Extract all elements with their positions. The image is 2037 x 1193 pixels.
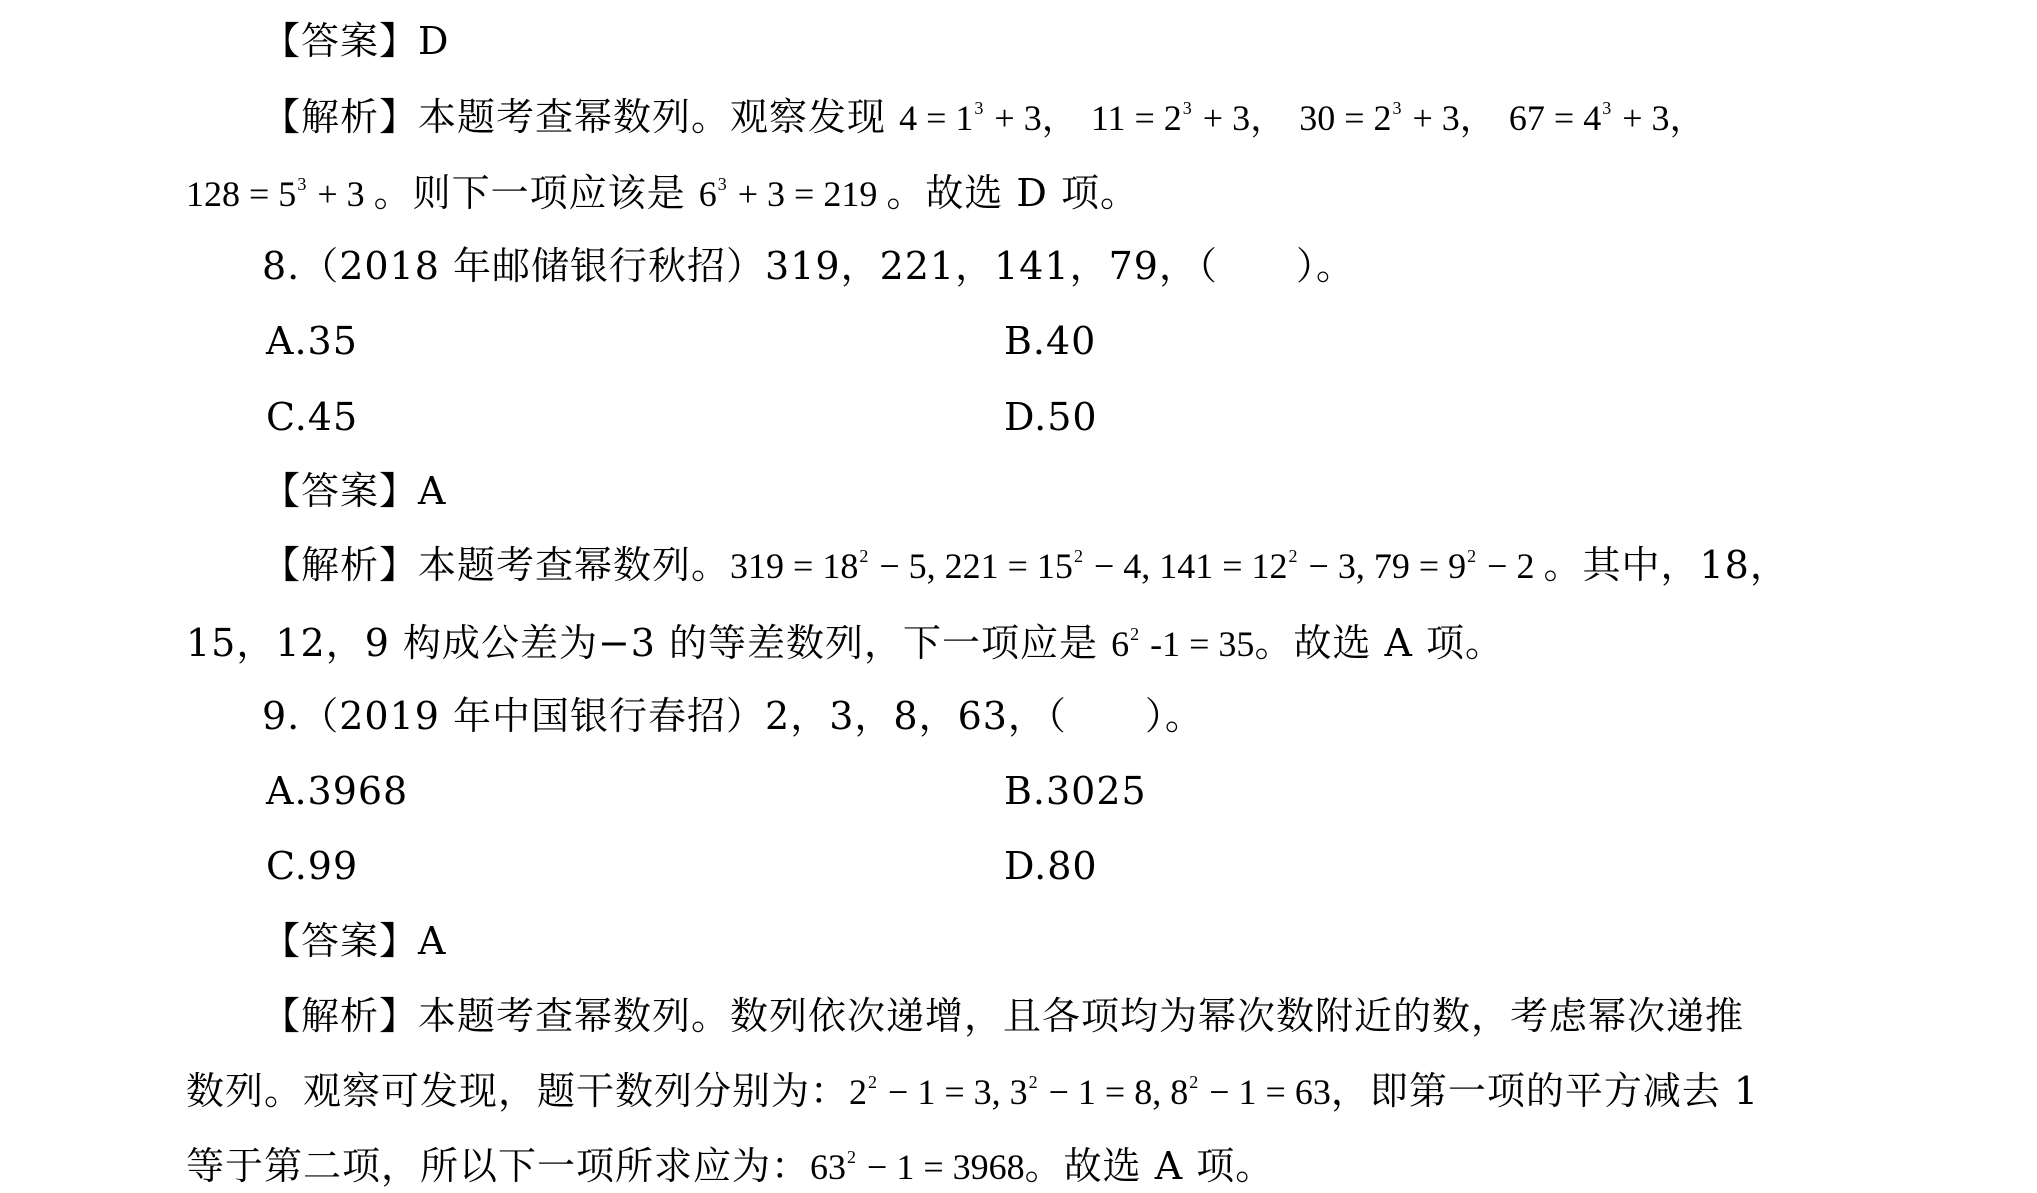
q8-formula-2: $6^2$ -1 = 35 [1111,624,1255,664]
q8-formula: $319 = 18^2 - 5$, $221 = 15^2 - 4$, $141 = 12^2 - 3$, $79 = 9^2 - 2$ [730,546,1544,586]
q9-option-b: B.3025 [1004,769,1147,813]
q8-analysis-line-2: 15，12，9 构成公差为−3 的等差数列，下一项应是 $6^2$ -1 = 35。故选 A 项。 [186,621,1505,665]
q9-option-a: A.3968 [266,769,409,813]
q7-formula-6: $6^3 + 3 = 219$ [698,174,887,214]
q9-analysis-line-2: 数列。观察可发现，题干数列分别为：$2^2 - 1 = 3$, $3^2 - 1 = 8$, $8^2 - 1 = 63$，即第一项的平方减去 1 [186,1069,1760,1113]
q9-option-c: C.99 [266,844,359,888]
q8-option-a: A.35 [266,319,358,363]
q7-formula-4: $67 = 4^3 + 3$， [1508,98,1706,138]
q7-analysis-line-1 [262,94,1706,141]
q7-analysis-lead: 【解析】本题考查幂数列。观察发现 [262,95,900,139]
q9-formula-2: $63^2 - 1 = 3968$ [810,1147,1025,1187]
q9-analysis-line-3: 等于第二项，所以下一项所求应为：$63^2 - 1 = 3968$。故选 A 项。 [186,1144,1275,1188]
q8-stem: 8.（2018 年邮储银行秋招）319，221，141，79，（ ）。 [262,244,1355,288]
q8-option-c: C.45 [266,395,359,439]
q8-option-d: D.50 [1004,395,1098,439]
q9-option-d: D.80 [1004,844,1098,888]
q7-formula-2: $11 = 2^3 + 3$， [1090,98,1287,138]
q9-formula: $2^2 - 1 = 3$, $3^2 - 1 = 8$, $8^2 - 1 = 63$ [849,1072,1331,1112]
q8-answer: 【答案】A [262,469,447,513]
q8-option-b: B.40 [1004,319,1097,363]
q8-analysis-line-1: 【解析】本题考查幂数列。$319 = 18^2 - 5$, $221 = 15^2 - 4$, $141 = 12^2 - 3$, $79 = 9^2 - 2$ 。其中，18， [262,543,1789,587]
q7-answer: 【答案】D [262,19,450,63]
q9-analysis-line-1: 【解析】本题考查幂数列。数列依次递增，且各项均为幂次数附近的数，考虑幂次递推 [262,994,1745,1038]
q7-formula-3: $30 = 2^3 + 3$， [1299,98,1496,138]
q7-analysis-line-2: $128 = 5^3 + 3$ 。则下一项应该是 $6^3 + 3 = 219$ 。故选 D 项。 [186,171,1139,215]
q9-answer: 【答案】A [262,919,447,963]
q7-formula-1: $4 = 1^3 + 3$， [899,98,1078,138]
q7-formula-5: $128 = 5^3 + 3$ [186,174,374,214]
q9-stem: 9.（2019 年中国银行春招）2，3，8，63，（ ）。 [262,694,1204,738]
